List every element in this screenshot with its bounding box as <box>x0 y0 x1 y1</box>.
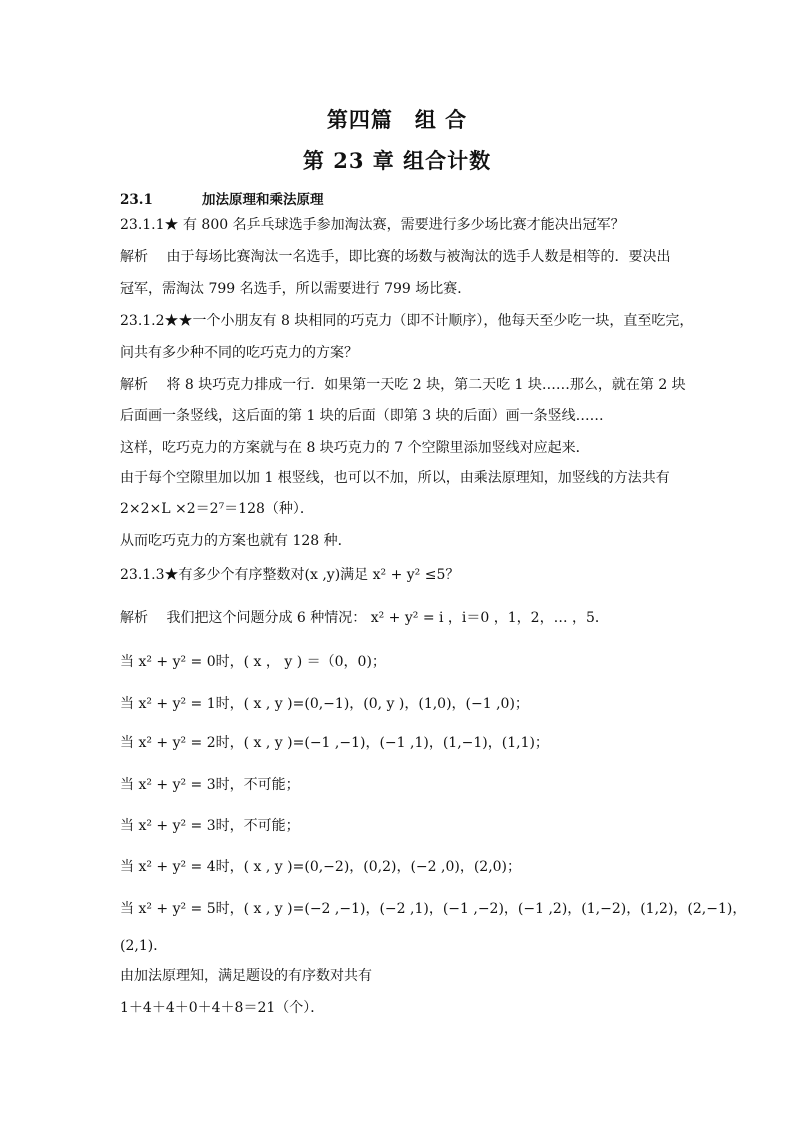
case-3-repeat: 当 x² + y² = 3时，不可能； <box>120 818 300 834</box>
case-0: 当 x² + y² = 0时，( x ， y ) ＝（0，0)； <box>120 654 386 670</box>
solution-3-sum: 1＋4＋4＋0＋4＋8＝21（个）． <box>120 1000 325 1016</box>
solution-2-line-2: 后面画一条竖线，这后面的第 1 块的后面（即第 3 块的后面）画一条竖线…… <box>120 408 604 424</box>
section-title: 加法原理和乘法原理 <box>202 192 324 208</box>
section-number: 23.1 <box>120 192 153 208</box>
case-4: 当 x² + y² = 4时，( x , y )=(0,−2)，(0,2)，(−2 ,0)，(2,0)； <box>120 859 522 875</box>
solution-3-intro: 解析 我们把这个问题分成 6 种情况： x² + y² = i ，i＝0 ，1，2，… ，5． <box>120 610 609 626</box>
solution-2-line-3: 这样，吃巧克力的方案就与在 8 块巧克力的 7 个空隙里添加竖线对应起来． <box>120 440 590 456</box>
solution-3-conclusion: 由加法原理知，满足题设的有序数对共有 <box>120 968 372 984</box>
case-2: 当 x² + y² = 2时，( x , y )=(−1 ,−1)，(−1 ,1)，(1,−1)，(1,1)； <box>120 735 549 751</box>
solution-2-formula: 2×2×L ×2＝2⁷＝128（种）． <box>120 501 314 517</box>
part-title: 第四篇 组 合 <box>326 107 468 132</box>
case-5-continued: (2,1)． <box>120 938 168 954</box>
problem-1-statement: 23.1.1★ 有 800 名乒乓球选手参加淘汰赛，需要进行多少场比赛才能决出冠军？ <box>120 217 625 233</box>
chapter-title: 第 23 章 组合计数 <box>302 148 492 173</box>
section-heading <box>120 188 324 208</box>
problem-2-statement-line-1: 23.1.2★★一个小朋友有 8 块相同的巧克力（即不计顺序），他每天至少吃一块，直至吃完， <box>120 313 694 329</box>
case-3: 当 x² + y² = 3时，不可能； <box>120 777 300 793</box>
solution-1-line-2: 冠军，需淘汰 799 名选手，所以需要进行 799 场比赛． <box>120 281 472 297</box>
solution-2-conclusion: 从而吃巧克力的方案也就有 128 种． <box>120 533 352 549</box>
case-1: 当 x² + y² = 1时，( x , y )=(0,−1)，(0, y )，(1,0)，(−1 ,0)； <box>120 696 529 712</box>
solution-1-line-1: 解析 由于每场比赛淘汰一名选手，即比赛的场数与被淘汰的选手人数是相等的．要决出 <box>120 249 671 265</box>
problem-3-statement: 23.1.3★有多少个有序整数对(x ,y)满足 x² + y² ≤5？ <box>120 567 460 583</box>
solution-2-line-4: 由于每个空隙里加以加 1 根竖线，也可以不加，所以，由乘法原理知，加竖线的方法共有 <box>120 470 670 486</box>
case-5: 当 x² + y² = 5时，( x , y )=(−2 ,−1)，(−2 ,1)，(−1 ,−2)，(−1 ,2)，(1,−2)，(1,2)，(2,−1)， <box>120 901 747 917</box>
solution-2-line-1: 解析 将 8 块巧克力排成一行．如果第一天吃 2 块，第二天吃 1 块……那么，就在第 2 块 <box>120 377 686 393</box>
problem-2-statement-line-2: 问共有多少种不同的吃巧克力的方案？ <box>120 345 358 361</box>
